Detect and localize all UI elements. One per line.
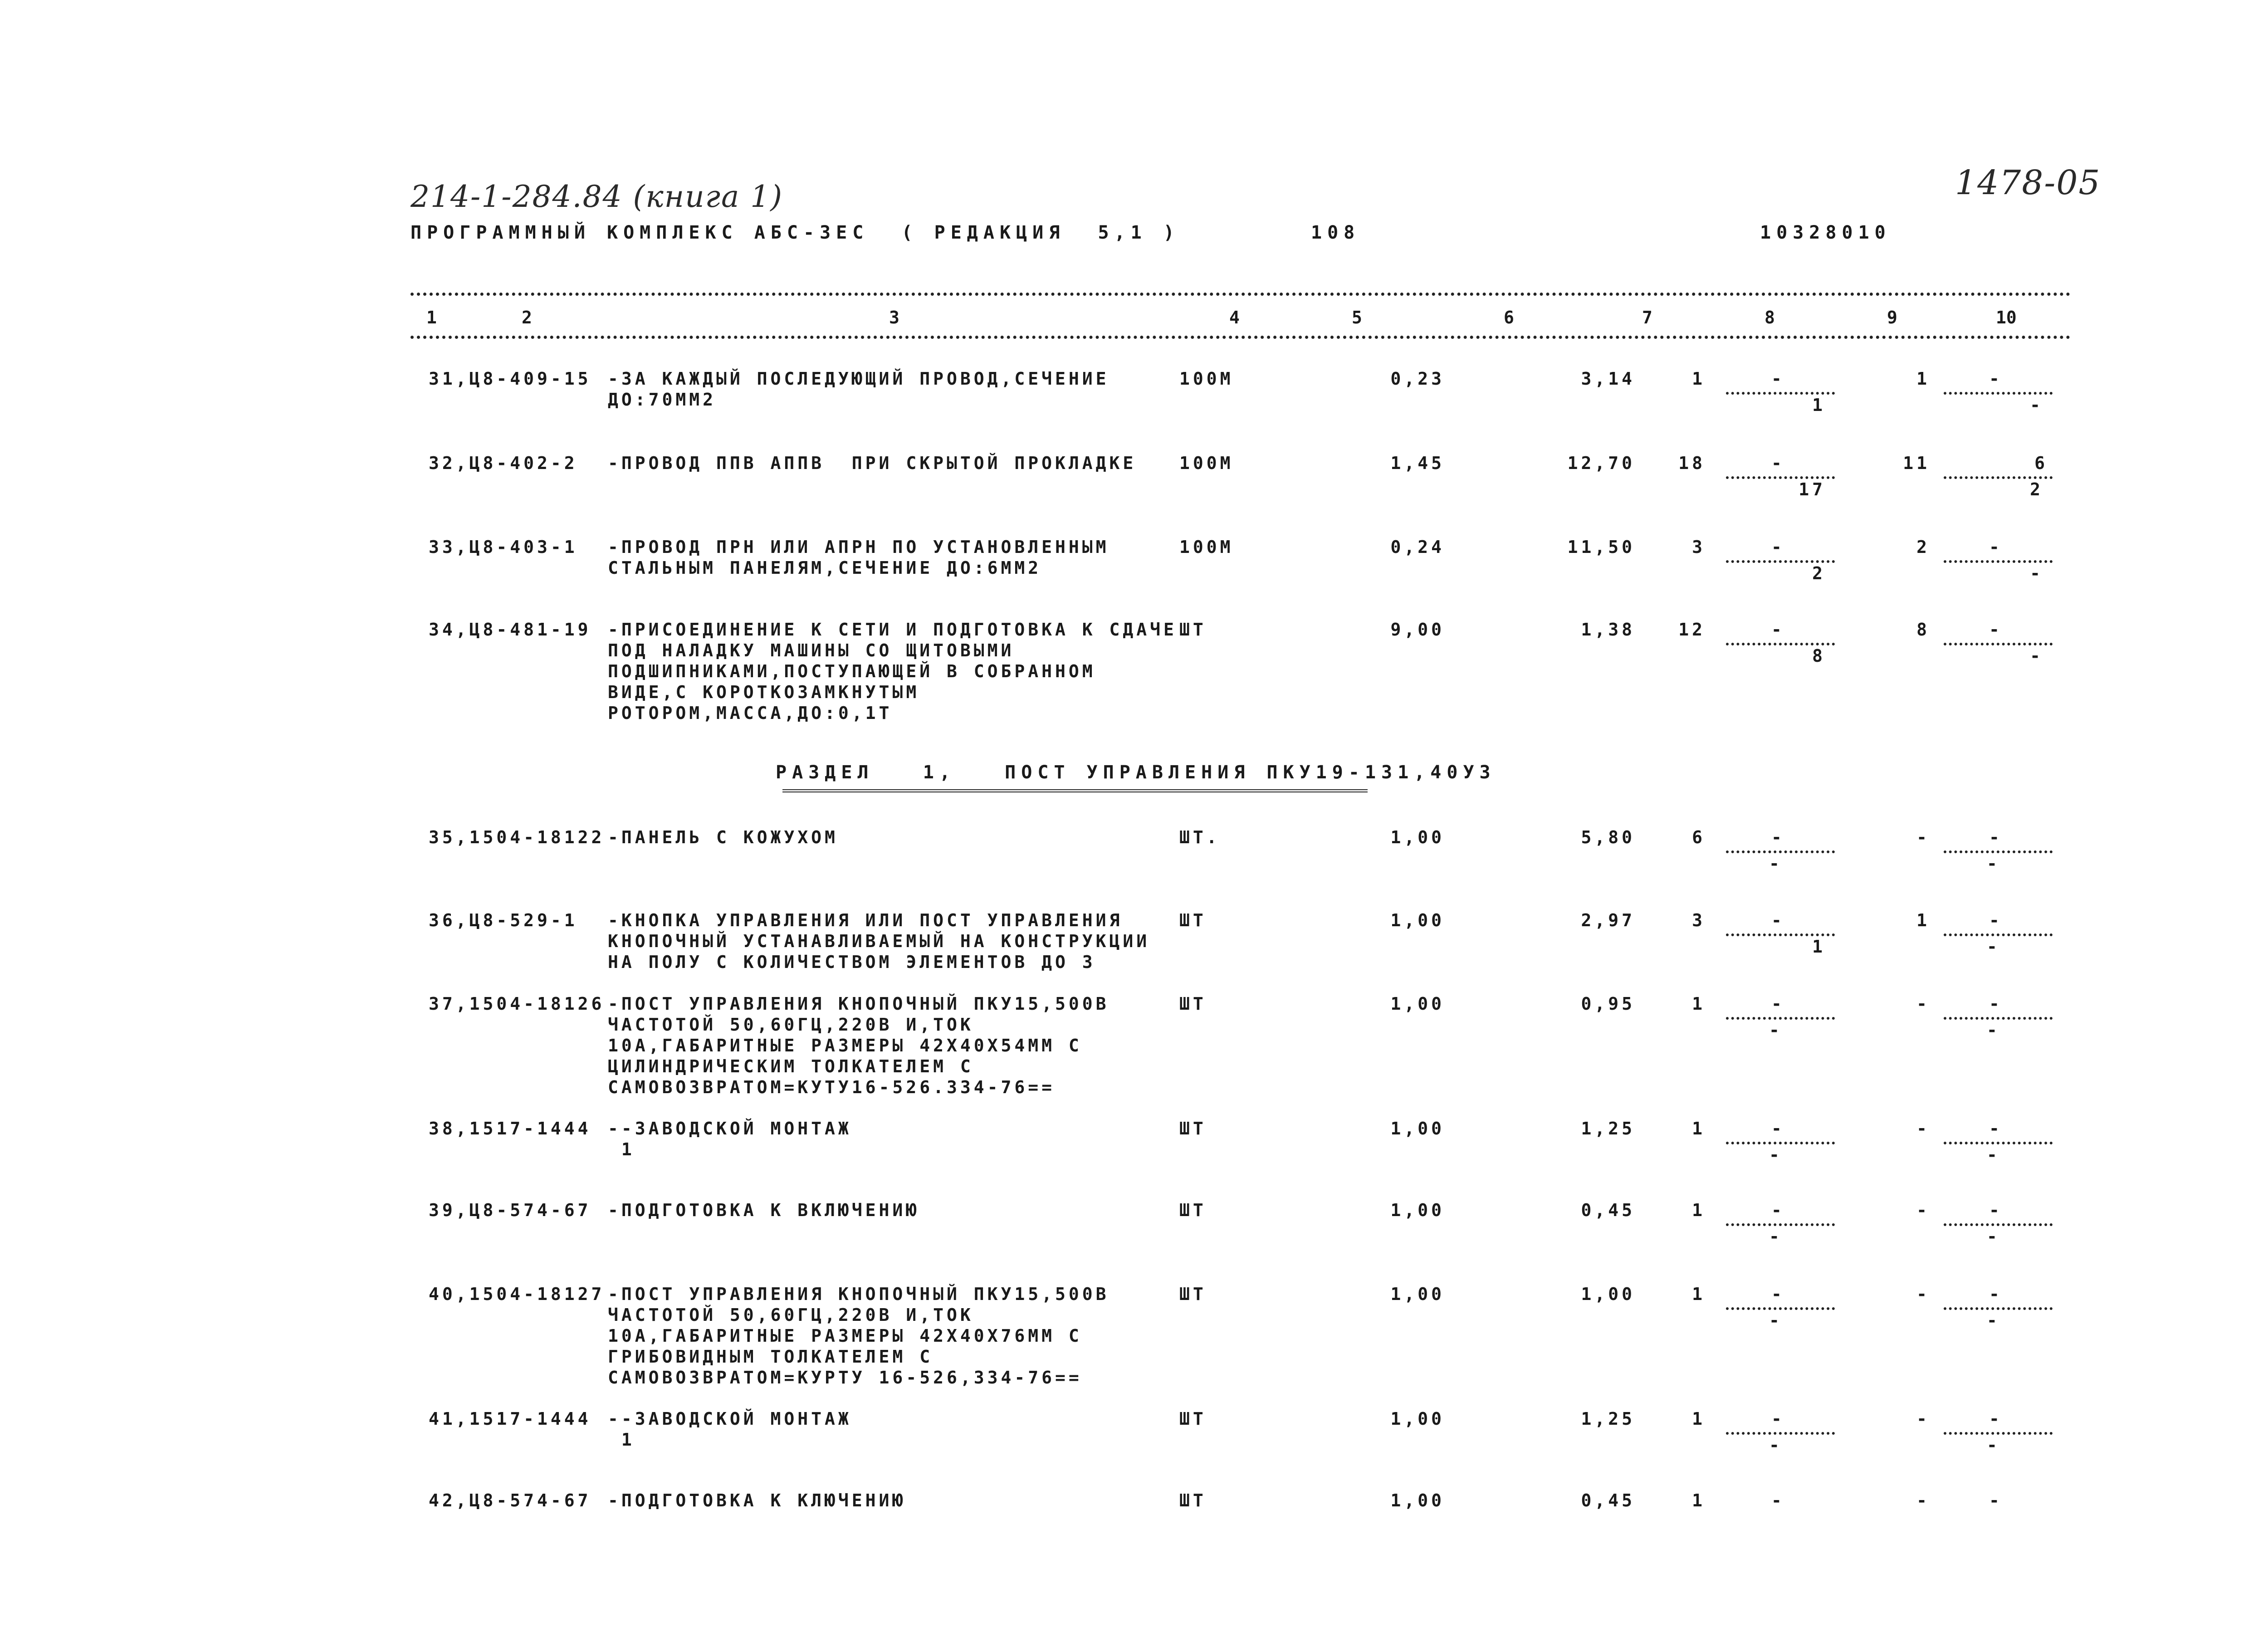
column-header: 2: [522, 308, 532, 327]
table-top-rule: [411, 293, 2071, 296]
row-col10-bottom: -: [1944, 643, 2053, 666]
row-quantity: 9,00: [1390, 620, 1445, 640]
row-description: -ПРОВОД ППВ АППВ ПРИ СКРЫТОЙ ПРОКЛАДКЕ: [608, 453, 1137, 473]
row-col8-top: -: [1771, 369, 1785, 389]
row-col9: 8: [1916, 620, 1930, 640]
row-code: 32,Ц8-402-2: [429, 453, 578, 473]
row-col10-bottom: -: [1944, 1307, 2053, 1331]
row-col8-bottom: -: [1726, 1223, 1835, 1247]
row-col8-top: -: [1771, 910, 1785, 930]
row-description: -ПАНЕЛЬ С КОЖУХОМ: [608, 827, 838, 847]
row-code: 35,1504-18122: [429, 827, 605, 847]
column-header: 8: [1765, 308, 1775, 327]
section-underline: [782, 789, 1368, 792]
row-col7: 1: [1692, 994, 1706, 1014]
row-col8-top: -: [1771, 1284, 1785, 1304]
row-col10-top: -: [1989, 910, 2003, 930]
row-price: 12,70: [1567, 453, 1635, 473]
row-col7: 12: [1678, 620, 1706, 640]
row-code: 37,1504-18126: [429, 994, 605, 1014]
row-col10-top: -: [1989, 1491, 2003, 1510]
row-code: 39,Ц8-574-67: [429, 1200, 591, 1220]
row-code: 38,1517-1444: [429, 1119, 591, 1139]
row-col7: 1: [1692, 1491, 1706, 1510]
row-col8-top: -: [1771, 827, 1785, 847]
column-header: 9: [1887, 308, 1897, 327]
row-col8-top: -: [1771, 620, 1785, 640]
row-quantity: 1,45: [1390, 453, 1445, 473]
table-header-rule: [411, 336, 2071, 339]
row-unit: ШТ.: [1179, 827, 1220, 847]
row-col9: -: [1916, 827, 1930, 847]
row-price: 1,25: [1581, 1119, 1635, 1139]
row-col8-bottom: 17: [1726, 476, 1835, 500]
row-description: -ПОСТ УПРАВЛЕНИЯ КНОПОЧНЫЙ ПКУ15,500В ЧАСТОТОЙ 50,60ГЦ,220В И,ТОК 10А,ГАБАРИТНЫЕ РАЗМЕРЫ 42Х40Х76ММ С ГРИБОВИДНЫМ ТОЛКАТЕЛЕМ С САМОВОЗВРАТОМ=КУРТУ 16-526,334-76==: [608, 1284, 1110, 1388]
row-quantity: 1,00: [1390, 910, 1445, 930]
row-col7: 3: [1692, 910, 1706, 930]
row-col10-bottom: -: [1944, 850, 2053, 874]
row-col8-bottom: -: [1726, 1432, 1835, 1456]
row-col8-bottom: 2: [1726, 560, 1835, 584]
row-price: 5,80: [1581, 827, 1635, 847]
row-price: 0,45: [1581, 1491, 1635, 1510]
row-col8-top: -: [1771, 453, 1785, 473]
row-quantity: 0,23: [1390, 369, 1445, 389]
row-col9: 2: [1916, 537, 1930, 557]
row-col10-top: -: [1989, 620, 2003, 640]
column-header: 3: [889, 308, 899, 327]
row-col10-bottom: -: [1944, 933, 2053, 957]
row-unit: ШТ: [1179, 910, 1207, 930]
row-col7: 1: [1692, 1409, 1706, 1429]
row-col10-bottom: -: [1944, 1432, 2053, 1456]
row-quantity: 1,00: [1390, 1491, 1445, 1510]
row-unit: 100М: [1179, 537, 1234, 557]
row-code: 36,Ц8-529-1: [429, 910, 578, 930]
row-col7: 1: [1692, 1119, 1706, 1139]
document-id: 10328010: [1760, 222, 1891, 243]
row-col10-bottom: -: [1944, 392, 2053, 415]
column-header: 7: [1642, 308, 1652, 327]
row-col8-top: -: [1771, 537, 1785, 557]
row-col7: 6: [1692, 827, 1706, 847]
row-quantity: 1,00: [1390, 1200, 1445, 1220]
row-price: 0,95: [1581, 994, 1635, 1014]
row-unit: 100М: [1179, 369, 1234, 389]
row-col9: -: [1916, 1119, 1930, 1139]
row-col10-top: -: [1989, 1409, 2003, 1429]
row-description: -КНОПКА УПРАВЛЕНИЯ ИЛИ ПОСТ УПРАВЛЕНИЯ КНОПОЧНЫЙ УСТАНАВЛИВАЕМЫЙ НА КОНСТРУКЦИИ НА ПОЛУ С КОЛИЧЕСТВОМ ЭЛЕМЕНТОВ ДО 3: [608, 910, 1150, 972]
row-col10-bottom: -: [1944, 1017, 2053, 1041]
row-unit: ШТ: [1179, 1200, 1207, 1220]
row-col8-top: -: [1771, 1409, 1785, 1429]
row-col10-top: -: [1989, 1119, 2003, 1139]
row-col9: 1: [1916, 910, 1930, 930]
row-code: 42,Ц8-574-67: [429, 1491, 591, 1510]
row-quantity: 1,00: [1390, 1409, 1445, 1429]
row-unit: ШТ: [1179, 1119, 1207, 1139]
row-description: -ПОДГОТОВКА К КЛЮЧЕНИЮ: [608, 1491, 906, 1510]
page-number: 108: [1311, 222, 1360, 243]
row-code: 31,Ц8-409-15: [429, 369, 591, 389]
row-col9: -: [1916, 1200, 1930, 1220]
row-unit: ШТ: [1179, 1284, 1207, 1304]
row-code: 34,Ц8-481-19: [429, 620, 591, 640]
column-header: 6: [1504, 308, 1514, 327]
document-number: 1478-05: [1955, 163, 2101, 202]
row-col8-bottom: -: [1726, 850, 1835, 874]
row-col8-top: -: [1771, 1491, 1785, 1510]
row-description: -ПРИСОЕДИНЕНИЕ К СЕТИ И ПОДГОТОВКА К СДАЧЕ ПОД НАЛАДКУ МАШИНЫ СО ЩИТОВЫМИ ПОДШИПНИКАМИ,ПОСТУПАЮЩЕЙ В СОБРАННОМ ВИДЕ,С КОРОТКОЗАМКНУТЫМ РОТОРОМ,МАССА,ДО:0,1Т: [608, 620, 1177, 723]
row-col10-top: -: [1989, 1284, 2003, 1304]
row-code: 41,1517-1444: [429, 1409, 591, 1429]
row-price: 1,38: [1581, 620, 1635, 640]
column-header: 1: [426, 308, 437, 327]
column-header: 5: [1352, 308, 1362, 327]
row-col7: 1: [1692, 1284, 1706, 1304]
row-code: 33,Ц8-403-1: [429, 537, 578, 557]
row-col10-top: -: [1989, 994, 2003, 1014]
row-unit: ШТ: [1179, 1491, 1207, 1510]
row-col10-bottom: -: [1944, 560, 2053, 584]
row-quantity: 0,24: [1390, 537, 1445, 557]
row-price: 1,25: [1581, 1409, 1635, 1429]
row-price: 11,50: [1567, 537, 1635, 557]
row-description: -ПРОВОД ПРН ИЛИ АПРН ПО УСТАНОВЛЕННЫМ СТАЛЬНЫМ ПАНЕЛЯМ,СЕЧЕНИЕ ДО:6ММ2: [608, 537, 1110, 578]
row-quantity: 1,00: [1390, 1284, 1445, 1304]
row-col10-bottom: -: [1944, 1223, 2053, 1247]
section-title: РАЗДЕЛ 1, ПОСТ УПРАВЛЕНИЯ ПКУ19-131,40У3: [776, 762, 1496, 783]
row-col8-bottom: -: [1726, 1142, 1835, 1165]
program-title: ПРОГРАММНЫЙ КОМПЛЕКС АБС-3ЕС ( РЕДАКЦИЯ 5,1 ): [411, 222, 1180, 243]
row-description: -ПОСТ УПРАВЛЕНИЯ КНОПОЧНЫЙ ПКУ15,500В ЧАСТОТОЙ 50,60ГЦ,220В И,ТОК 10А,ГАБАРИТНЫЕ РАЗМЕРЫ 42Х40Х54ММ С ЦИЛИНДРИЧЕСКИМ ТОЛКАТЕЛЕМ С САМОВОЗВРАТОМ=КУТУ16-526.334-76==: [608, 994, 1110, 1097]
row-price: 1,00: [1581, 1284, 1635, 1304]
row-col8-bottom: -: [1726, 1307, 1835, 1331]
row-price: 3,14: [1581, 369, 1635, 389]
row-col9: -: [1916, 994, 1930, 1014]
row-col8-top: -: [1771, 994, 1785, 1014]
row-col9: 1: [1916, 369, 1930, 389]
row-col7: 3: [1692, 537, 1706, 557]
document-code: 214-1-284.84 (книга 1): [411, 179, 783, 214]
row-quantity: 1,00: [1390, 827, 1445, 847]
row-unit: ШТ: [1179, 1409, 1207, 1429]
row-col8-top: -: [1771, 1119, 1785, 1139]
row-col7: 1: [1692, 1200, 1706, 1220]
row-col9: 11: [1903, 453, 1930, 473]
row-col10-top: -: [1989, 827, 2003, 847]
row-col8-top: -: [1771, 1200, 1785, 1220]
column-header-row: [422, 308, 2068, 330]
row-code: 40,1504-18127: [429, 1284, 605, 1304]
row-price: 0,45: [1581, 1200, 1635, 1220]
row-unit: 100М: [1179, 453, 1234, 473]
row-col8-bottom: 8: [1726, 643, 1835, 666]
column-header: 10: [1996, 308, 2017, 327]
row-description: -ЗА КАЖДЫЙ ПОСЛЕДУЮЩИЙ ПРОВОД,СЕЧЕНИЕ ДО:70ММ2: [608, 369, 1110, 410]
row-col10-bottom: -: [1944, 1142, 2053, 1165]
row-col7: 18: [1678, 453, 1706, 473]
row-description: --ЗАВОДСКОЙ МОНТАЖ 1: [608, 1409, 852, 1450]
row-col10-top: 6: [2034, 453, 2048, 473]
row-col10-top: -: [1989, 537, 2003, 557]
row-col10-top: -: [1989, 1200, 2003, 1220]
row-col9: -: [1916, 1284, 1930, 1304]
row-col7: 1: [1692, 369, 1706, 389]
row-unit: ШТ: [1179, 994, 1207, 1014]
row-quantity: 1,00: [1390, 994, 1445, 1014]
row-description: -ПОДГОТОВКА К ВКЛЮЧЕНИЮ: [608, 1200, 920, 1220]
row-col8-bottom: 1: [1726, 933, 1835, 957]
row-price: 2,97: [1581, 910, 1635, 930]
row-quantity: 1,00: [1390, 1119, 1445, 1139]
row-col10-bottom: 2: [1944, 476, 2053, 500]
row-col9: -: [1916, 1491, 1930, 1510]
column-header: 4: [1229, 308, 1240, 327]
row-description: --ЗАВОДСКОЙ МОНТАЖ 1: [608, 1119, 852, 1159]
row-col8-bottom: -: [1726, 1017, 1835, 1041]
row-col8-bottom: 1: [1726, 392, 1835, 415]
row-unit: ШТ: [1179, 620, 1207, 640]
row-col10-top: -: [1989, 369, 2003, 389]
row-col9: -: [1916, 1409, 1930, 1429]
